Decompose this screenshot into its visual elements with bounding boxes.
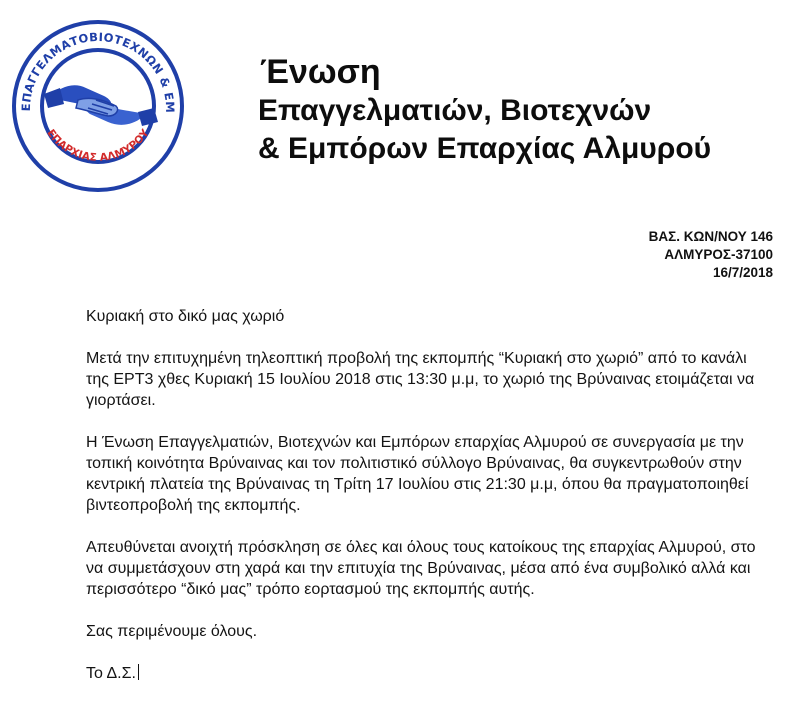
- logo-ring-text-top: ΕΠΑΓΓΕΛΜΑΤΟΒΙΟΤΕΧΝΩΝ & ΕΜ: [18, 29, 178, 114]
- letter-subject: Κυριακή στο δικό μας χωριό: [86, 308, 285, 325]
- paragraph-3: Απευθύνεται ανοιχτή πρόσκληση σε όλες και όλους τους κατοίκους της επαρχίας Αλμυρού, στο να συμμετάσχουν στη χαρά και την επιτυχία της Βρύναινας, μέσα από ένα συμβολικό αλλά και περισσότερο “δικό μας” τρόπο εορτασμού της εκπομπής αυτής.: [86, 539, 756, 598]
- address-city: ΑΛΜΥΡΟΣ-37100: [664, 247, 773, 262]
- logo-ring-text-bottom: ΕΠΑΡΧΙΑΣ ΑΛΜΥΡΟΥ: [44, 127, 152, 164]
- paragraph-1: Μετά την επιτυχημένη τηλεοπτική προβολή της εκπομπής “Κυριακή στο χωριό” από το κανάλι της ΕΡΤ3 χθες Κυριακή 15 Ιουλίου 2018 στις 13:30 μ.μ, το χωριό της Βρύναινας ετοιμάζεται να γιορτάσει.: [86, 350, 755, 409]
- address-street: ΒΑΣ. ΚΩΝ/ΝΟΥ 146: [648, 229, 773, 244]
- signature-text: Το Δ.Σ.: [86, 665, 136, 682]
- closing-line: Σας περιμένουμε όλους.: [86, 623, 258, 640]
- paragraph-2: Η Ένωση Επαγγελματιών, Βιοτεχνών και Εμπόρων επαρχίας Αλμυρού σε συνεργασία με την τοπική κοινότητα Βρύναινας και τον πολιτιστικό σύλλογο Βρύναινας, θα συγκεντρωθούν στην κεντρική πλατεία της Βρύναινας τη Τρίτη 17 Ιουλίου στις 21:30 μ.μ, όπου θα πραγματοποιηθεί βιντεοπροβολή της εκπομπής.: [86, 434, 749, 514]
- letter-body: [86, 306, 766, 705]
- title-line-3: & Εμπόρων Επαρχίας Αλμυρού: [258, 132, 712, 165]
- text-cursor: [138, 664, 139, 680]
- title-line-1: Ένωση: [260, 53, 381, 91]
- handshake-icon: [8, 14, 188, 194]
- title-line-2: Επαγγελματιών, Βιοτεχνών: [258, 94, 652, 127]
- letter-date: 16/7/2018: [712, 265, 773, 280]
- address-block: [649, 228, 773, 282]
- union-logo: [8, 14, 188, 194]
- signature-line: [86, 663, 766, 684]
- organization-title: [258, 52, 711, 168]
